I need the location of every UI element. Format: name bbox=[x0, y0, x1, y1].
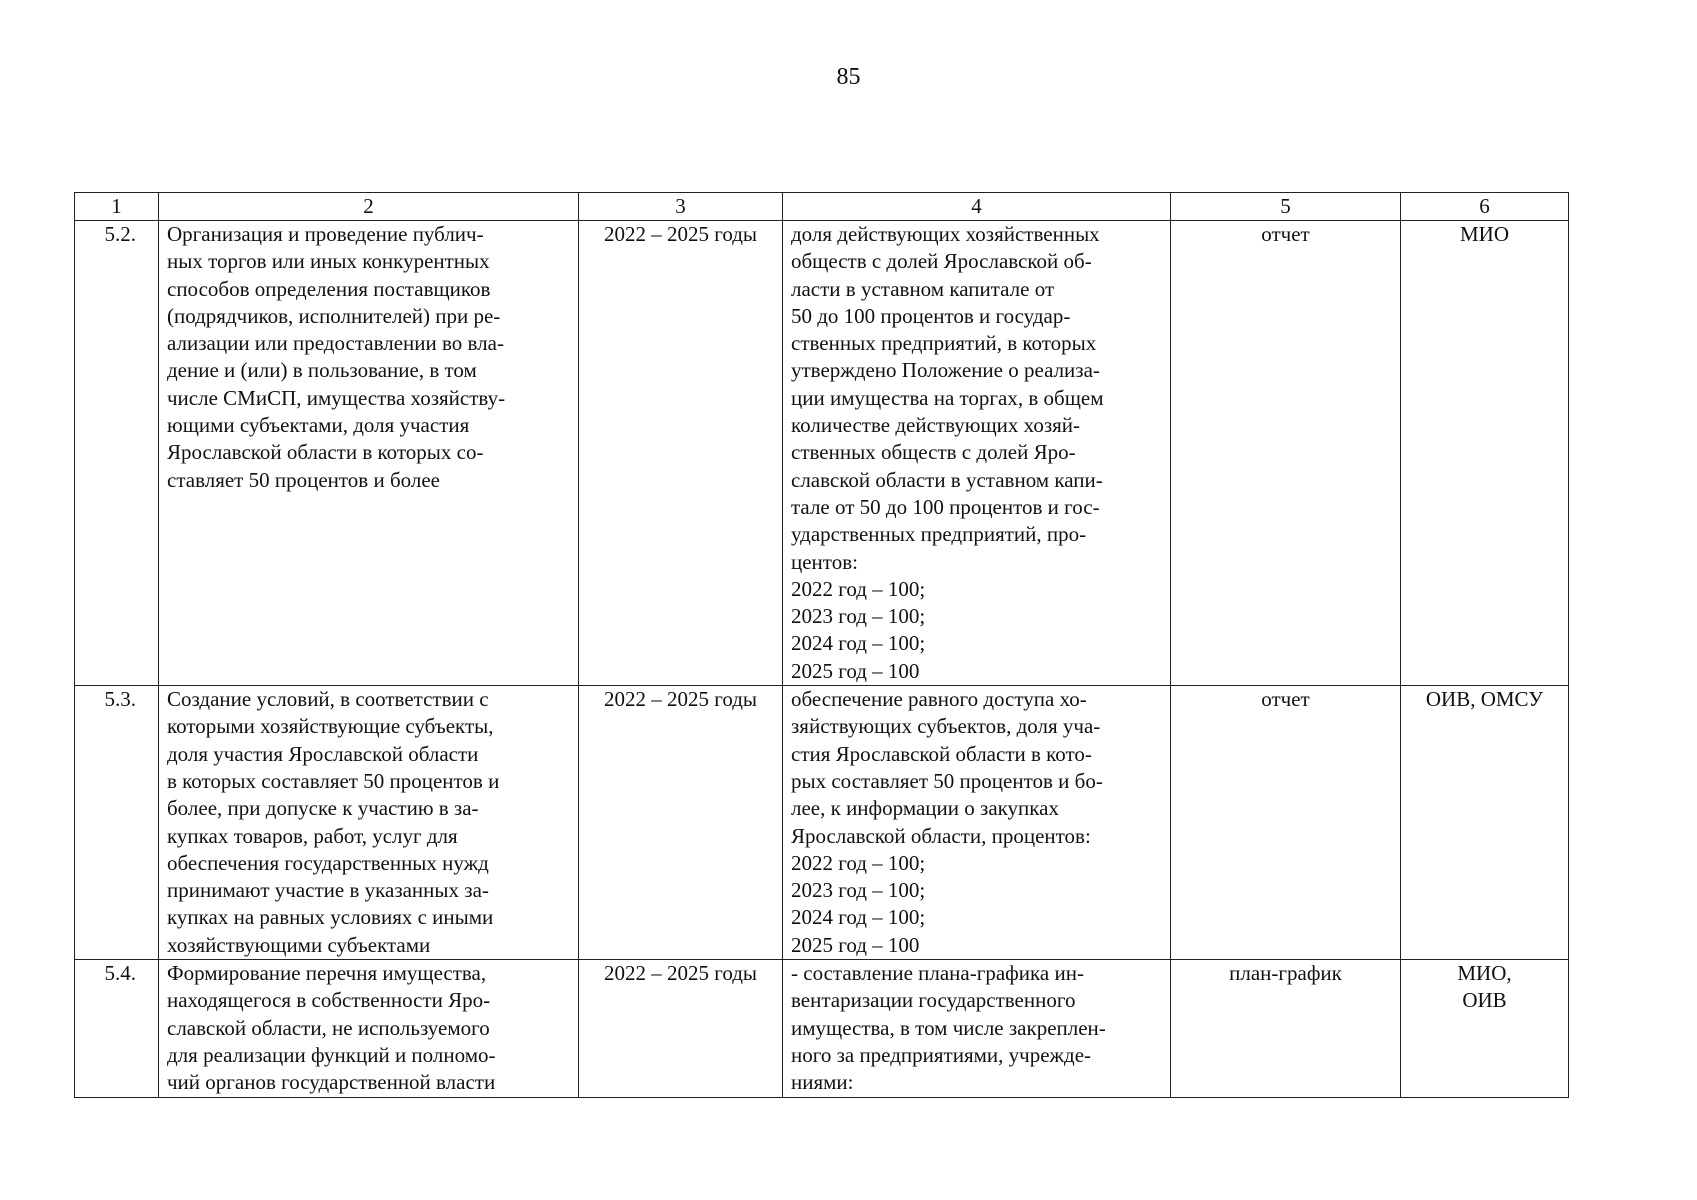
table-row bbox=[75, 221, 1569, 686]
indicator-cell: доля действующих хозяйственных обществ с долей Ярославской об- ласти в уставном капитале от 50 до 100 процентов и государ- ственных предприятий, в которых утверждено Положение о реализа- ции имущества на торгах, в общем количестве действующих хозяй- ственных обществ с долей Яро- славской области в уставном капи- тале от 50 до 100 процентов и гос- ударственных предприятий, про- центов: 2022 год – 100; 2023 год – 100; 2024 год – 100; 2025 год – 100 bbox=[783, 221, 1171, 686]
indicator-cell: обеспечение равного доступа хо- зяйствующих субъектов, доля уча- стия Ярославской области в кото- рых составляет 50 процентов и бо- лее, к информации о закупках Ярославской области, процентов: 2022 год – 100; 2023 год – 100; 2024 год – 100; 2025 год – 100 bbox=[783, 686, 1171, 960]
document-cell: план-график bbox=[1171, 960, 1401, 1098]
column-number-3: 3 bbox=[579, 193, 783, 221]
column-number-1: 1 bbox=[75, 193, 159, 221]
page-number: 85 bbox=[836, 64, 861, 90]
measures-table bbox=[74, 192, 1569, 1098]
period-cell: 2022 – 2025 годы bbox=[579, 221, 783, 686]
column-number-6: 6 bbox=[1401, 193, 1569, 221]
document-cell: отчет bbox=[1171, 221, 1401, 686]
indicator-cell: - составление плана-графика ин- вентаризации государственного имущества, в том числе закреплен- ного за предприятиями, учрежде- ниями: bbox=[783, 960, 1171, 1098]
column-number-2: 2 bbox=[159, 193, 579, 221]
period-cell: 2022 – 2025 годы bbox=[579, 960, 783, 1098]
table-row bbox=[75, 686, 1569, 960]
document-cell: отчет bbox=[1171, 686, 1401, 960]
column-number-4: 4 bbox=[783, 193, 1171, 221]
row-number: 5.4. bbox=[75, 960, 159, 1098]
period-cell: 2022 – 2025 годы bbox=[579, 686, 783, 960]
table-header-row bbox=[75, 193, 1569, 221]
table-row bbox=[75, 960, 1569, 1098]
executor-cell: ОИВ, ОМСУ bbox=[1401, 686, 1569, 960]
executor-cell: МИО, ОИВ bbox=[1401, 960, 1569, 1098]
activity-cell: Организация и проведение публич- ных торгов или иных конкурентных способов определения поставщиков (подрядчиков, исполнителей) при ре- ализации или предоставлении во вла- дение и (или) в пользование, в том числе СМиСП, имущества хозяйству- ющими субъектами, доля участия Ярославской области в которых со- ставляет 50 процентов и более bbox=[159, 221, 579, 686]
executor-cell: МИО bbox=[1401, 221, 1569, 686]
column-number-5: 5 bbox=[1171, 193, 1401, 221]
row-number: 5.2. bbox=[75, 221, 159, 686]
row-number: 5.3. bbox=[75, 686, 159, 960]
activity-cell: Создание условий, в соответствии с которыми хозяйствующие субъекты, доля участия Ярославской области в которых составляет 50 процентов и более, при допуске к участию в за- купках товаров, работ, услуг для обеспечения государственных нужд принимают участие в указанных за- купках на равных условиях с иными хозяйствующими субъектами bbox=[159, 686, 579, 960]
activity-cell: Формирование перечня имущества, находящегося в собственности Яро- славской области, не используемого для реализации функций и полномо- чий органов государственной власти bbox=[159, 960, 579, 1098]
